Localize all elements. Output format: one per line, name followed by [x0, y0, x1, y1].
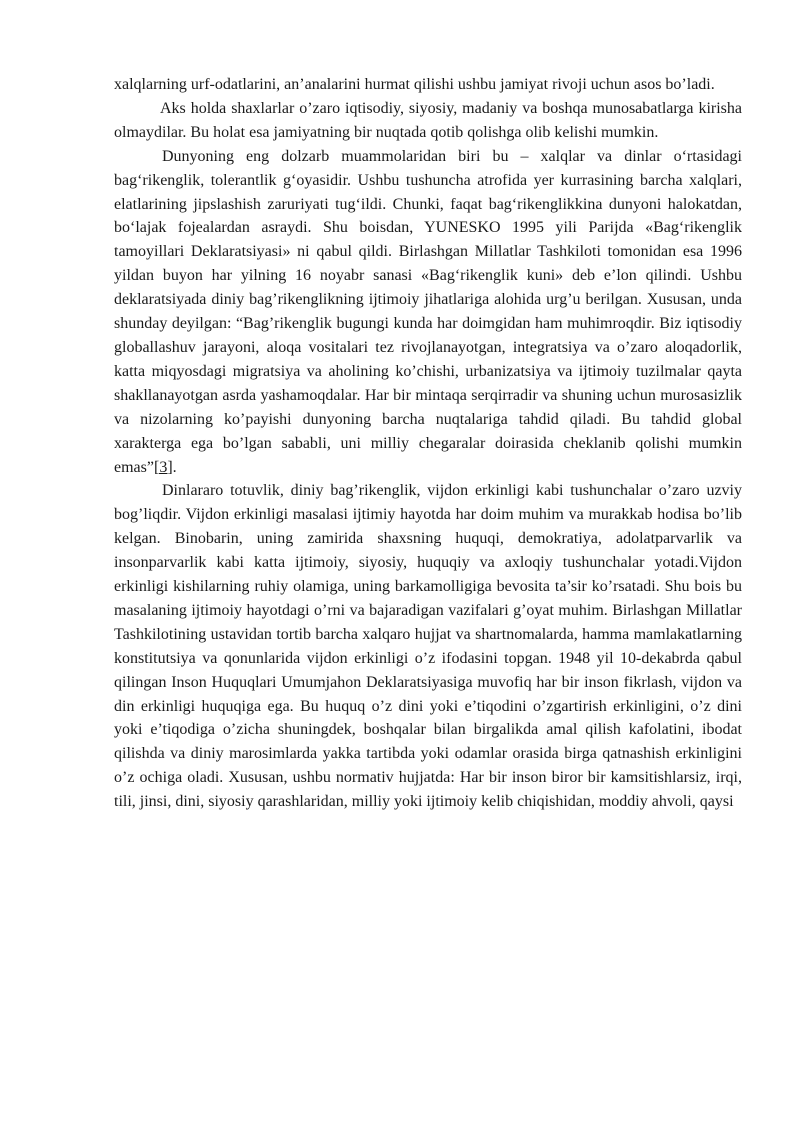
paragraph-2-text: Aks holda shaxlarlar o’zaro iqtisodiy, siyosiy, madaniy va boshqa munosabatlarga kirisha olmaydilar. Bu holat esa jamiyatning bir nuqtada qotib qolishga olib kelishi mumkin. — [114, 99, 742, 141]
paragraph-1 — [114, 73, 742, 97]
document-body — [114, 73, 742, 814]
paragraph-4-text: Dinlararo totuvlik, diniy bag’rikenglik, vijdon erkinligi kabi tushunchalar o’zaro uzviy bog’liqdir. Vijdon erkinligi masalasi ijtimiy hayotda har doim muhim va murakkab hodisa bo’lib kelgan. Binobarin, uning zamirida shaxsning huquqi, demokratiya, adolatparvarlik va insonparvarlik kabi katta ijtimoiy, siyosiy, huquqiy va axloqiy tushunchalar yotadi.Vijdon erkinligi kishilarning ruhiy olamiga, uning barkamolligiga bevosita ta’sir ko’rsatadi. Shu bois bu masalaning ijtimoiy hayotdagi o’rni va bajaradigan vazifalari g’oyat muhim. Birlashgan Millatlar Tashkilotining ustavidan tortib barcha xalqaro hujjat va shartnomalarda, hamma mamlakatlarning konstitutsiya va qonunlarida vijdon erkinligi o’z ifodasini topgan. 1948 yil 10-dekabrda qabul qilingan Inson Huquqlari Umumjahon Deklaratsiyasiga muvofiq har bir inson fikrlash, vijdon va din erkinligi huquqiga ega. Bu huquq o’z dini yoki e’tiqodini o’zgartirish erkinligini, o’z dini yoki e’tiqodiga o’zicha shuningdek, boshqalar bilan birgalikda amal qilish kafolatini, ibodat qilishda va diniy marosimlarda yakka tartibda yoki odamlar orasida birga qatnashish erkinligini o’z ochiga oladi. Xususan, ushbu normativ hujjatda: Har bir inson biror bir kamsitishlarsiz, irqi, tili, jinsi, dini, siyosiy qarashlaridan, milliy yoki ijtimoiy kelib chiqishidan, moddiy ahvoli, qaysi — [114, 482, 742, 811]
paragraph-2 — [114, 97, 742, 145]
paragraph-3 — [114, 145, 742, 480]
citation-link[interactable]: [3] — [153, 458, 173, 476]
paragraph-1-text: xalqlarning urf-odatlarini, an’analarini hurmat qilishi ushbu jamiyat rivoji uchun asos bo’ladi. — [114, 76, 715, 93]
paragraph-3-end: . — [172, 458, 177, 476]
paragraph-4 — [114, 479, 742, 814]
paragraph-3-text: Dunyoning eng dolzarb muammolaridan biri bu – xalqlar va dinlar o‘rtasidagi bag‘rikenglik, tolerantlik g‘oyasidir. Ushbu tushuncha atrofida yer kurrasining barcha xalqlari, elatlarining jipslashish zaruriyati tug‘ildi. Chunki, faqat bag‘rikenglikkina dunyoni halokatdan, bo‘lajak fojealardan asraydi. Shu boisdan, YUNESKO 1995 yili Parijda «Bag‘rikenglik tamoyillari Deklaratsiyasi» ni qabul qildi. Birlashgan Millatlar Tashkiloti tomonidan esa 1996 yildan buyon har yilning 16 noyabr sanasi «Bag‘rikenglik kuni» deb e’lon qilindi. Ushbu deklaratsiyada diniy bag’rikenglikning ijtimoiy jihatlariga alohida urg’u berilgan. Xususan, unda shunday deyilgan: “Bag’rikenglik bugungi kunda har doimgidan ham muhimroqdir. Biz iqtisodiy globallashuv jarayoni, aloqa vositalari tez rivojlanayotgan, integratsiya va o’zaro aloqadorlik, katta miqyosdagi migratsiya va aholining ko’chishi, urbanizatsiya va ijtimoiy tuzilmalar qayta shakllanayotgan asrda yashamoqdalar. Har bir mintaqa serqirradir va shuning uchun murosasizlik va nizolarning ko’payishi dunyoning barcha nuqtalariga tahdid qiladi. Bu tahdid global xarakterga ega bo’lgan sababli, uni milliy chegaralar doirasida cheklanib qolishi mumkin emas” — [114, 147, 742, 476]
